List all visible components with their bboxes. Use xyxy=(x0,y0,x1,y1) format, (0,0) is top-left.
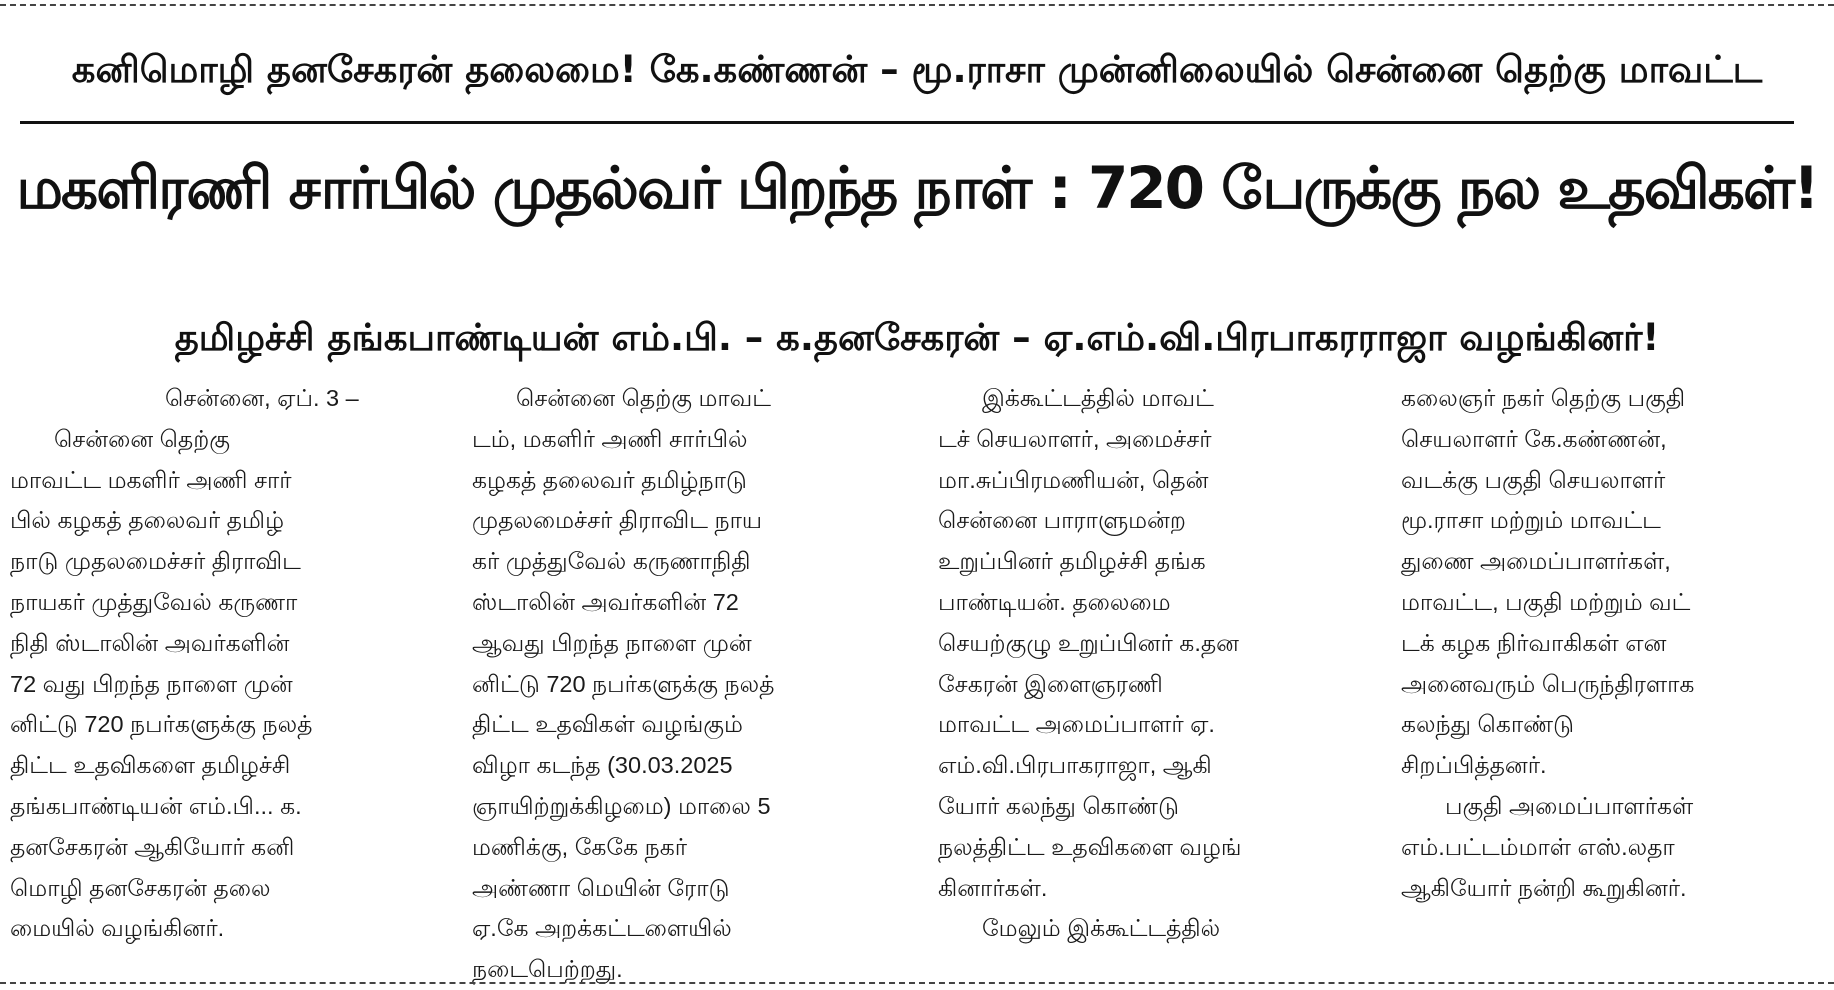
text-line: அண்ணா மெயின் ரோடு xyxy=(472,874,730,901)
text-line: எம்.வி.பிரபாகராஜா, ஆகி xyxy=(938,752,1212,779)
kicker-rule xyxy=(20,121,1794,124)
text-line: மணிக்கு, கேகே நகர் xyxy=(472,833,688,860)
text-line: னிட்டு 720 நபர்களுக்கு நலத் xyxy=(10,711,313,738)
bottom-dashed-border xyxy=(0,982,1834,984)
text-line: நலத்திட்ட உதவிகளை வழங் xyxy=(938,833,1242,860)
text-line: செயலாளர் கே.கண்ணன், xyxy=(1401,425,1667,452)
text-line: சென்னை தெற்கு xyxy=(54,425,230,452)
text-line: சென்னை தெற்கு மாவட் xyxy=(516,385,771,411)
sub-headline: தமிழச்சி தங்கபாண்டியன் எம்.பி. – க.தனசேகரன் – ஏ.எம்.வி.பிரபாகரராஜா வழங்கினர்! xyxy=(174,316,1660,359)
text-line: மா.சுப்பிரமணியன், தென் xyxy=(938,466,1209,493)
text-line: யோர் கலந்து கொண்டு xyxy=(938,792,1179,819)
text-line: உறுப்பினர் தமிழச்சி தங்க xyxy=(938,548,1206,575)
kicker-headline: கனிமொழி தனசேகரன் தலைமை! கே.கண்ணன் – மூ.ராசா முன்னிலையில் சென்னை தெற்கு மாவட்ட xyxy=(71,48,1763,91)
text-line: கலைஞர் நகர் தெற்கு பகுதி xyxy=(1401,385,1686,411)
text-line: தங்கபாண்டியன் எம்.பி... க. xyxy=(10,792,302,819)
text-line: திட்ட உதவிகளை தமிழச்சி xyxy=(10,752,291,779)
article-column-3 xyxy=(938,378,1378,968)
text-line: நாயகர் முத்துவேல் கருணா xyxy=(10,588,298,615)
text-line: கர் முத்துவேல் கருணாநிதி xyxy=(472,548,751,575)
text-line: சென்னை பாராளுமன்ற xyxy=(938,507,1186,534)
text-line: பகுதி அமைப்பாளர்கள் xyxy=(1445,792,1694,819)
text-line: டம், மகளிர் அணி சார்பில் xyxy=(472,425,748,452)
text-line: கினார்கள். xyxy=(938,874,1048,901)
text-line: 72 வது பிறந்த நாளை முன் xyxy=(10,670,293,697)
text-line: சேகரன் இளைஞரணி xyxy=(938,670,1163,697)
article-column-4 xyxy=(1401,378,1829,968)
text-line: ஸ்டாலின் அவர்களின் 72 xyxy=(472,588,739,615)
text-line: நடைபெற்றது. xyxy=(472,956,623,983)
text-line: இக்கூட்டத்தில் மாவட் xyxy=(982,385,1214,411)
text-line: மையில் வழங்கினர். xyxy=(10,915,225,942)
article-column-1 xyxy=(10,378,442,968)
text-line: பில் கழகத் தலைவர் தமிழ் xyxy=(10,507,284,534)
text-line: கழகத் தலைவர் தமிழ்நாடு xyxy=(472,466,747,493)
text-line: மாவட்ட, பகுதி மற்றும் வட் xyxy=(1401,588,1691,615)
text-line: மாவட்ட மகளிர் அணி சார் xyxy=(10,466,292,493)
dateline: சென்னை, ஏப். 3 – xyxy=(165,385,359,411)
text-line: முதலமைச்சர் திராவிட நாய xyxy=(472,507,763,534)
text-line: ஆவது பிறந்த நாளை முன் xyxy=(472,629,752,656)
text-line: அனைவரும் பெருந்திரளாக xyxy=(1401,670,1695,697)
text-line: ஆகியோர் நன்றி கூறுகினர். xyxy=(1401,874,1687,901)
text-line: துணை அமைப்பாளர்கள், xyxy=(1401,548,1671,575)
text-line: ஏ.கே அறக்கட்டளையில் xyxy=(472,915,732,942)
text-line: செயற்குழு உறுப்பினர் க.தன xyxy=(938,629,1239,656)
text-line: மாவட்ட அமைப்பாளர் ஏ. xyxy=(938,711,1215,738)
article-column-2 xyxy=(472,378,908,983)
text-line: நாடு முதலமைச்சர் திராவிட xyxy=(10,548,301,575)
text-line: பாண்டியன். தலைமை xyxy=(938,588,1171,615)
text-line: திட்ட உதவிகள் வழங்கும் xyxy=(472,711,743,738)
text-line: வடக்கு பகுதி செயலாளர் xyxy=(1401,466,1666,493)
text-line: மொழி தனசேகரன் தலை xyxy=(10,874,271,901)
text-line: டச் செயலாளர், அமைச்சர் xyxy=(938,425,1212,452)
text-line: கலந்து கொண்டு xyxy=(1401,711,1575,738)
text-line: நிதி ஸ்டாலின் அவர்களின் xyxy=(10,629,290,656)
text-line: விழா கடந்த (30.03.2025 xyxy=(472,752,733,779)
top-dashed-border xyxy=(0,4,1834,6)
text-line: ஞாயிற்றுக்கிழமை) மாலை 5 xyxy=(472,792,771,819)
main-headline: மகளிரணி சார்பில் முதல்வர் பிறந்த நாள் : 720 பேருக்கு நல உதவிகள்! xyxy=(16,154,1818,222)
text-line: டக் கழக நிர்வாகிகள் என xyxy=(1401,629,1667,656)
text-line: மேலும் இக்கூட்டத்தில் xyxy=(982,915,1221,942)
text-line: எம்.பட்டம்மாள் எஸ்.லதா xyxy=(1401,833,1675,860)
text-line: மூ.ராசா மற்றும் மாவட்ட xyxy=(1401,507,1661,534)
text-line: தனசேகரன் ஆகியோர் கனி xyxy=(10,833,295,860)
text-line: னிட்டு 720 நபர்களுக்கு நலத் xyxy=(472,670,775,697)
text-line: சிறப்பித்தனர். xyxy=(1401,752,1547,779)
